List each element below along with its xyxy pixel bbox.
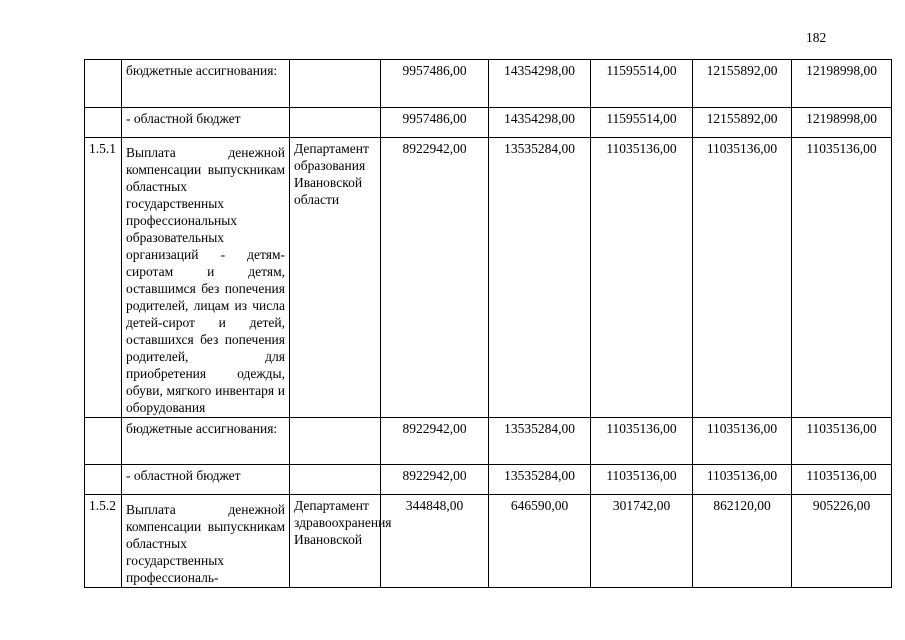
row-value: 13535284,00	[489, 465, 591, 495]
row-value: 12198998,00	[792, 60, 892, 108]
table-row	[85, 495, 892, 588]
row-value: 11035136,00	[792, 138, 892, 418]
row-value: 11035136,00	[792, 465, 892, 495]
row-value: 344848,00	[381, 495, 489, 588]
page-number: 182	[806, 30, 827, 45]
row-description: Выплата денежной компенсации выпускникам областных государственных профессиональ-	[122, 495, 290, 588]
row-code	[85, 418, 122, 465]
row-executor: Департамент здравоохранения Ивановской	[290, 495, 381, 588]
row-value: 11595514,00	[591, 60, 693, 108]
row-value: 14354298,00	[489, 60, 591, 108]
row-value: 11035136,00	[693, 465, 792, 495]
row-value: 11035136,00	[591, 465, 693, 495]
row-description: Выплата денежной компенсации выпускникам областных государственных профессиональных образовательных организаций - детям-сиротам и детям, оставшимся без попечения родителей, лицам из числа детей-сирот и детей, оставшихся без попечения родителей, для приобретения одежды, обуви, мягкого инвентаря и оборудования	[122, 138, 290, 418]
table-row	[85, 465, 892, 495]
table-row	[85, 138, 892, 418]
table-row	[85, 418, 892, 465]
table-row	[85, 60, 892, 108]
row-code	[85, 465, 122, 495]
row-value: 301742,00	[591, 495, 693, 588]
row-value: 9957486,00	[381, 60, 489, 108]
row-value: 14354298,00	[489, 108, 591, 138]
row-value: 13535284,00	[489, 138, 591, 418]
budget-table	[84, 59, 892, 588]
row-value: 11035136,00	[693, 138, 792, 418]
row-value: 11035136,00	[591, 138, 693, 418]
row-executor	[290, 418, 381, 465]
row-value: 8922942,00	[381, 418, 489, 465]
row-value: 862120,00	[693, 495, 792, 588]
row-description: - областной бюджет	[122, 465, 290, 495]
row-value: 9957486,00	[381, 108, 489, 138]
row-value: 11035136,00	[591, 418, 693, 465]
row-value: 11035136,00	[792, 418, 892, 465]
row-code: 1.5.1	[85, 138, 122, 418]
row-value: 12155892,00	[693, 108, 792, 138]
row-value: 8922942,00	[381, 465, 489, 495]
row-value: 11035136,00	[693, 418, 792, 465]
row-value: 12198998,00	[792, 108, 892, 138]
row-code: 1.5.2	[85, 495, 122, 588]
row-value: 12155892,00	[693, 60, 792, 108]
row-executor	[290, 465, 381, 495]
table-row	[85, 108, 892, 138]
row-value: 905226,00	[792, 495, 892, 588]
row-executor	[290, 60, 381, 108]
row-description: бюджетные ассигнования:	[122, 60, 290, 108]
row-code	[85, 108, 122, 138]
row-value: 8922942,00	[381, 138, 489, 418]
row-value: 11595514,00	[591, 108, 693, 138]
row-value: 13535284,00	[489, 418, 591, 465]
row-value: 646590,00	[489, 495, 591, 588]
row-executor: Департамент образования Ивановской области	[290, 138, 381, 418]
row-executor	[290, 108, 381, 138]
row-code	[85, 60, 122, 108]
row-description: - областной бюджет	[122, 108, 290, 138]
row-description: бюджетные ассигнования:	[122, 418, 290, 465]
